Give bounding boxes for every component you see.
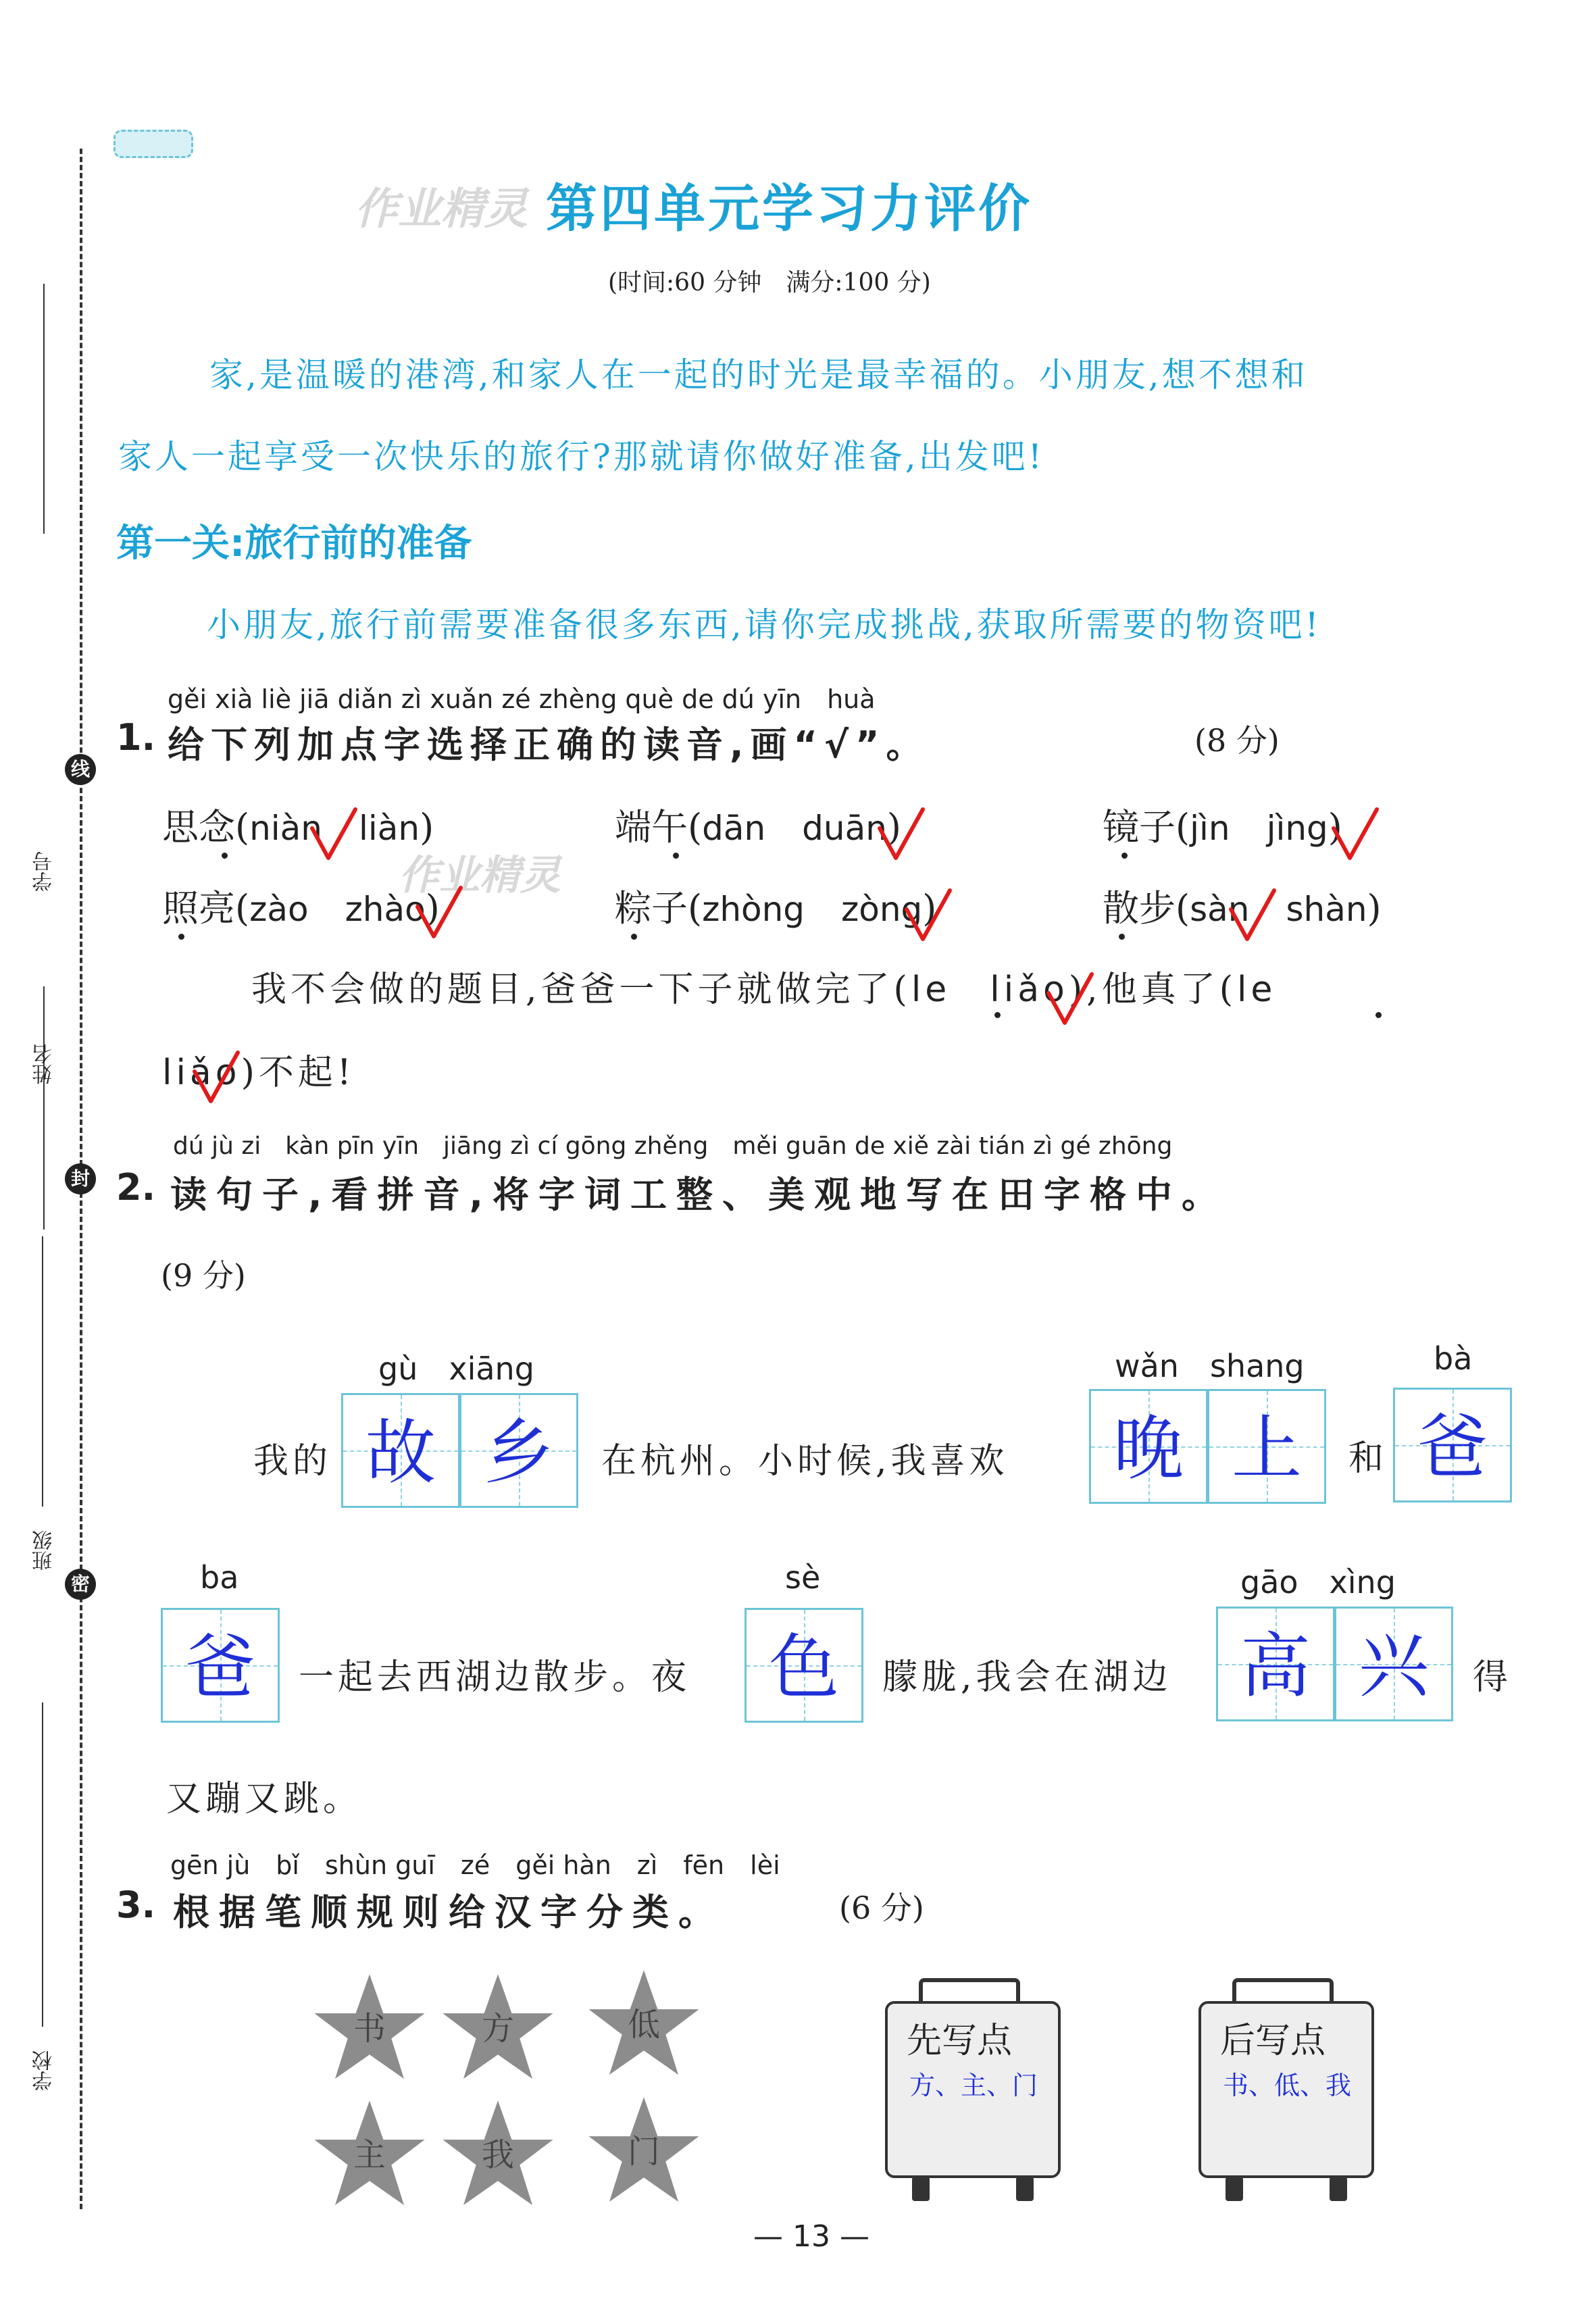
q2-row2-text-a: 一起去西湖边散步。夜: [299, 1657, 691, 1698]
check-mark-icon: [311, 808, 358, 862]
q1-score: (8 分): [1194, 722, 1280, 759]
q1-sentence-line-1: [251, 961, 1276, 1011]
section-1-title: 第一关:旅行前的准备: [116, 522, 472, 565]
option-a[interactable]: niàn: [249, 809, 322, 848]
option-a[interactable]: jìn: [1190, 809, 1230, 848]
tianzige-box[interactable]: [1089, 1389, 1208, 1504]
suitcase-label: 先写点: [907, 2021, 1013, 2061]
check-mark-icon: [1332, 808, 1380, 862]
option-b[interactable]: duān: [802, 809, 887, 848]
written-char: 乡: [483, 1411, 554, 1494]
q2-row1-text-b: 在杭州。小时候,我喜欢: [601, 1441, 1009, 1482]
star-char: 主: [353, 2136, 386, 2174]
suitcase-answer: 书、低、我: [1223, 2071, 1352, 2100]
decorative-badge: [113, 130, 193, 158]
box-pinyin-wanshang: wǎn shang: [1115, 1348, 1305, 1384]
check-mark-icon: [905, 889, 953, 943]
word: 端午: [615, 806, 688, 849]
q3-score: (6 分): [839, 1890, 924, 1926]
suitcase-label: 后写点: [1220, 2021, 1326, 2061]
worksheet-page: 线 封 密 学号 姓名 班级 学校 作业精灵 第四单元学习力评价 (时间:60 分钟 满分:100 分) 家,是温暖的港湾,和家人在一起的时光是最幸福的。小朋友,想不想和 家人一起享受一次快乐的旅行?那就请你做好准备,出发吧! 第一关:旅行前的准备 小朋友,旅行前需要准备很多东西,请你完成挑战,获取所需要的物资吧! gěi xià liè jiā diǎn zì xuǎn zé zhèng què de dú yīn huà 1. 给下列加点字选择正确的读音,画“√”。 (8 分) 思念(niàn liàn) 端午(dān duān) 镜子(jìn jìng) 照亮(zào zhào) 粽子(zhòng zòng) 散步(sàn shàn) 作业精灵 我不会做的题目,爸爸一下子就做完了(le liǎo),他真了(le liǎo)不起! dú jù zi kàn pīn yīn jiāng zì cí gōng zhěng měi guān de xiě zài tián zì gé zhōng 2. 读句子,看拼音,将字词工整、美观地写在田字格中。 (9 分) gù xiāng 我的 故 乡 在杭州。小时候,我喜欢 wǎn shang 晚 上 和 bà 爸 ba 爸 一起去西湖边散步。夜 sè 色 朦胧,我会在湖边 gāo xìng 高 兴 得 又蹦又跳。 gēn jù bǐ shùn guī zé gěi hàn zì fēn lèi 3. 根据笔顺规则给汉字分类。 (6 分) 书 方 低 主 我 门 先写点 方、主、门 后写点 书、低、我 — 13 —: [0, 0, 1591, 2324]
option-liao[interactable]: liǎo: [990, 969, 1069, 1010]
star-char: 书: [353, 2010, 386, 2048]
class-field-label: 班级: [32, 1530, 56, 1571]
tianzige-box[interactable]: [341, 1393, 460, 1508]
tianzige-box[interactable]: [459, 1393, 578, 1508]
binding-mark-xian: 线: [65, 754, 96, 785]
tianzige-box[interactable]: [1216, 1607, 1335, 1721]
written-char: 爸: [1417, 1406, 1488, 1488]
school-field-label: 学校: [32, 2050, 56, 2091]
q2-score: (9 分): [161, 1257, 246, 1294]
word: 思念: [162, 806, 235, 849]
suitcase-icon[interactable]: [1198, 1978, 1374, 2201]
option-a[interactable]: sàn: [1190, 890, 1250, 929]
written-char: 兴: [1358, 1625, 1429, 1707]
q1-item-6: 散步(sàn shàn): [1103, 887, 1382, 930]
star-char: 门: [627, 2133, 660, 2171]
page-number: — 13 —: [753, 2219, 869, 2254]
q1-number: 1.: [116, 716, 156, 759]
tianzige-box[interactable]: [1334, 1607, 1453, 1721]
section-1-lead: 小朋友,旅行前需要准备很多东西,请你完成挑战,获取所需要的物资吧!: [207, 605, 1321, 645]
q2-row2-text-b: 朦胧,我会在湖边: [882, 1657, 1172, 1698]
box-pinyin-ba2: ba: [200, 1559, 239, 1596]
q1-text: 给下列加点字选择正确的读音,画“√”。: [168, 724, 930, 766]
q1-item-1: 思念(niàn liàn): [162, 806, 434, 849]
intro-line-1: 家,是温暖的港湾,和家人在一起的时光是最幸福的。小朋友,想不想和: [209, 355, 1308, 395]
check-mark-icon: [1047, 973, 1094, 1027]
check-mark-icon: [1230, 889, 1277, 943]
star-icon[interactable]: [312, 1971, 427, 2083]
sentence-text: 我不会做的题目,爸爸一下子就做完了(: [251, 969, 911, 1010]
q2-row2-text-c: 得: [1473, 1657, 1513, 1698]
option-a[interactable]: dān: [702, 809, 766, 848]
option-le-2[interactable]: le: [1236, 969, 1277, 1010]
watermark-top: 作业精灵: [355, 184, 528, 234]
option-liao-2[interactable]: liǎo: [162, 1053, 241, 1093]
q2-text: 读句子,看拼音,将字词工整、美观地写在田字格中。: [170, 1173, 1228, 1216]
tianzige-box[interactable]: [744, 1608, 863, 1723]
check-mark-icon: [193, 1051, 241, 1105]
tianzige-box[interactable]: [161, 1608, 280, 1723]
check-mark-icon: [878, 808, 926, 862]
q1-item-3: 镜子(jìn jìng): [1103, 806, 1342, 849]
star-icon[interactable]: [440, 1971, 555, 2083]
word: 照亮: [162, 887, 235, 930]
option-b[interactable]: zòng: [841, 890, 923, 929]
check-mark-icon: [416, 886, 463, 940]
box-pinyin-gaoxing: gāo xìng: [1240, 1564, 1396, 1600]
q2-number: 2.: [116, 1166, 156, 1209]
page-subtitle: (时间:60 分钟 满分:100 分): [608, 269, 931, 297]
star-icon[interactable]: [586, 2094, 701, 2206]
q1-sentence-line-2: [162, 1044, 355, 1094]
q3-text: 根据笔顺规则给汉字分类。: [173, 1891, 724, 1934]
star-icon[interactable]: [312, 2098, 427, 2209]
star-char: 我: [481, 2136, 514, 2174]
word: 粽子: [615, 887, 688, 930]
option-b[interactable]: zhào: [345, 890, 426, 929]
class-field-line[interactable]: [42, 1236, 43, 1507]
q2-row1-text-a: 我的: [253, 1441, 332, 1482]
star-icon[interactable]: [440, 2098, 555, 2209]
option-b[interactable]: jìng: [1266, 809, 1328, 848]
option-a[interactable]: zào: [249, 890, 309, 929]
written-char: 色: [768, 1626, 839, 1709]
q1-item-5: 粽子(zhòng zòng): [615, 887, 937, 930]
binding-mark-mi: 密: [65, 1569, 96, 1600]
tianzige-box[interactable]: [1393, 1388, 1512, 1502]
tianzige-box[interactable]: [1207, 1389, 1326, 1504]
box-pinyin-guxiang: gù xiāng: [378, 1350, 534, 1387]
written-char: 故: [365, 1411, 436, 1494]
q3-pinyin: gēn jù bǐ shùn guī zé gěi hàn zì fēn lèi: [170, 1850, 780, 1880]
watermark-mid: 作业精灵: [399, 852, 561, 899]
q3-number: 3.: [116, 1884, 156, 1926]
suitcase-icon[interactable]: [885, 1978, 1061, 2201]
q1-pinyin: gěi xià liè jiā diǎn zì xuǎn zé zhèng què de dú yīn huà: [168, 684, 876, 714]
star-icon[interactable]: [586, 1967, 701, 2079]
written-char: 晚: [1113, 1407, 1184, 1490]
option-b[interactable]: liàn: [359, 809, 420, 848]
written-char: 爸: [184, 1626, 255, 1709]
sentence-text-2: ),他真了(: [1068, 969, 1237, 1010]
page-title: 第四单元学习力评价: [546, 178, 1032, 238]
q2-row1-text-c: 和: [1348, 1438, 1388, 1479]
q1-item-4: 照亮(zào zhào): [162, 887, 440, 930]
option-le[interactable]: le: [911, 969, 951, 1010]
written-char: 上: [1231, 1407, 1302, 1490]
q2-row3-text: 又蹦又跳。: [166, 1779, 363, 1819]
intro-line-2: 家人一起享受一次快乐的旅行?那就请你做好准备,出发吧!: [118, 437, 1044, 476]
suitcase-answer: 方、主、门: [909, 2071, 1038, 2100]
sentence-end: )不起!: [241, 1053, 355, 1093]
word: 镜子: [1103, 806, 1176, 849]
written-char: 高: [1240, 1625, 1311, 1707]
word: 散步: [1103, 887, 1176, 930]
box-pinyin-se: sè: [785, 1559, 821, 1596]
option-a[interactable]: zhòng: [702, 890, 805, 929]
binding-mark-feng: 封: [65, 1163, 96, 1194]
star-char: 方: [481, 2010, 514, 2048]
box-pinyin-ba: bà: [1434, 1340, 1473, 1377]
name-field-label: 姓名: [32, 1044, 56, 1084]
school-field-line[interactable]: [42, 1702, 43, 2027]
q1-item-2: 端午(dān duān): [615, 806, 901, 849]
q2-pinyin: dú jù zi kàn pīn yīn jiāng zì cí gōng zhěng měi guān de xiě zài tián zì gé zhōng: [173, 1132, 1173, 1160]
star-char: 低: [627, 2006, 660, 2044]
option-b[interactable]: shàn: [1286, 890, 1367, 929]
